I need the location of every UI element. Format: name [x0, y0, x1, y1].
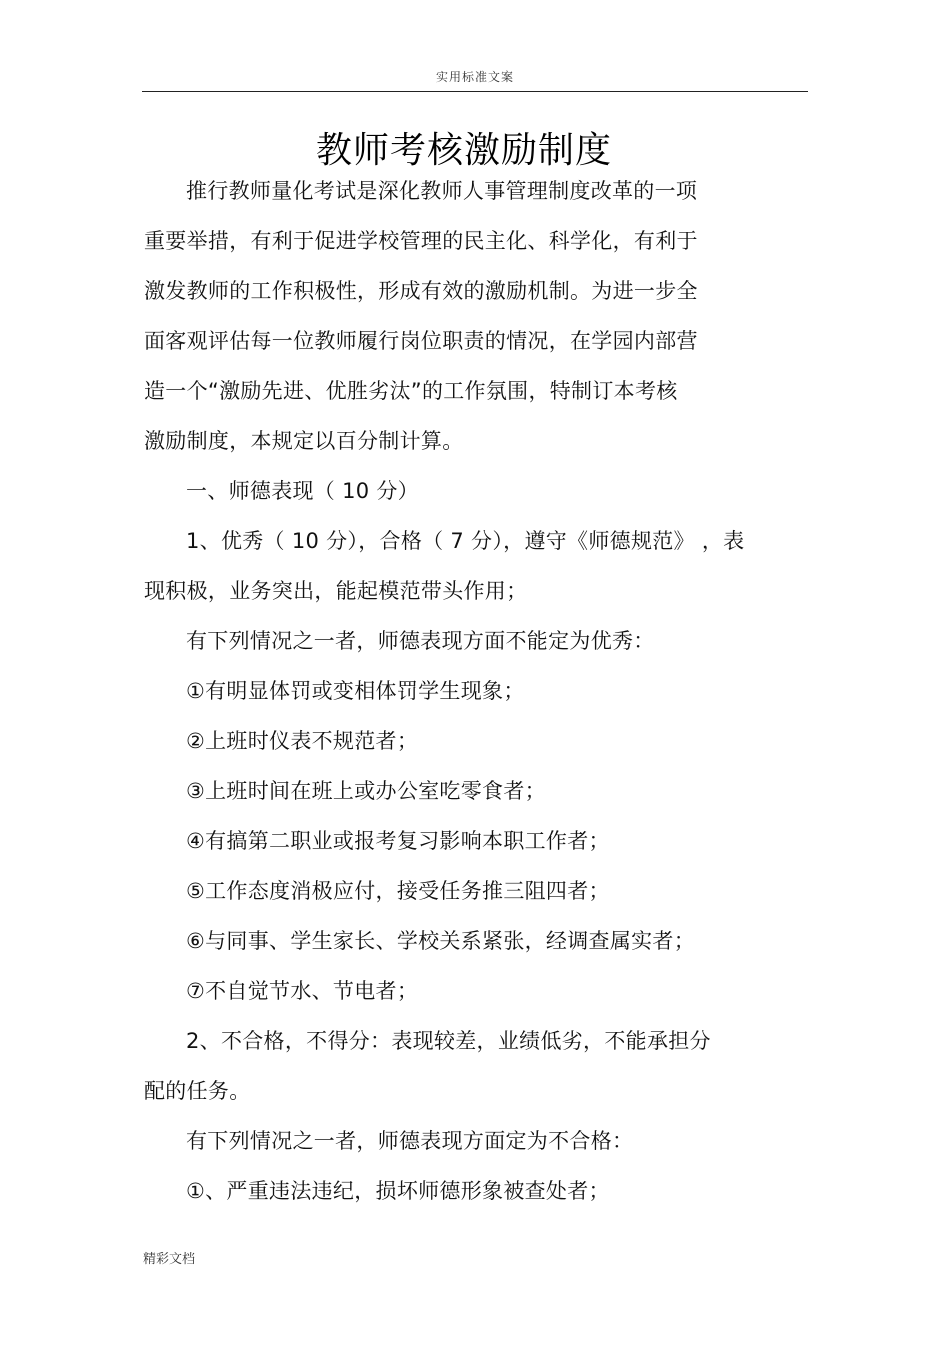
section-heading: 一、师德表现（ 10 分） [186, 479, 419, 503]
list-item: ③上班时间在班上或办公室吃零食者； [186, 779, 546, 803]
document-title: 教师考核激励制度 [315, 130, 612, 171]
paragraph-line: 重要举措，有利于促进学校管理的民主化、科学化，有利于 [144, 229, 698, 253]
paragraph-line: 有下列情况之一者，师德表现方面不能定为优秀： [186, 629, 655, 653]
page-footer: 精彩文档 [143, 1252, 196, 1267]
paragraph-line: 现积极，业务突出，能起模范带头作用； [144, 579, 528, 603]
list-item: ⑥与同事、学生家长、学校关系紧张，经调查属实者； [186, 929, 696, 953]
paragraph-line: 激励制度，本规定以百分制计算。 [144, 429, 464, 453]
paragraph-line: 造一个“激励先进、优胜劣汰”的工作氛围，特制订本考核 [144, 379, 678, 403]
list-item: ①有明显体罚或变相体罚学生现象； [186, 679, 525, 703]
list-item: ②上班时仪表不规范者； [186, 729, 419, 753]
header-divider [142, 91, 808, 92]
list-item: ⑤工作态度消极应付，接受任务推三阻四者； [186, 879, 610, 903]
paragraph-line: 有下列情况之一者，师德表现方面定为不合格： [186, 1129, 634, 1153]
paragraph-line: 激发教师的工作积极性，形成有效的激励机制。为进一步全 [144, 279, 698, 303]
list-item: ④有搞第二职业或报考复习影响本职工作者； [186, 829, 610, 853]
list-item: ①、严重违法违纪，损坏师德形象被查处者； [186, 1179, 610, 1203]
list-item: ⑦不自觉节水、节电者； [186, 979, 419, 1003]
paragraph-line: 1、优秀（ 10 分），合格（ 7 分），遵守《师德规范》 ，表 [186, 529, 745, 553]
paragraph-line: 推行教师量化考试是深化教师人事管理制度改革的一项 [186, 179, 698, 203]
paragraph-line: 2、不合格，不得分：表现较差，业绩低劣，不能承担分 [186, 1029, 711, 1053]
paragraph-line: 面客观评估每一位教师履行岗位职责的情况，在学园内部营 [144, 329, 698, 353]
paragraph-line: 配的任务。 [144, 1079, 251, 1103]
page-header: 实用标准文案 [435, 70, 514, 84]
